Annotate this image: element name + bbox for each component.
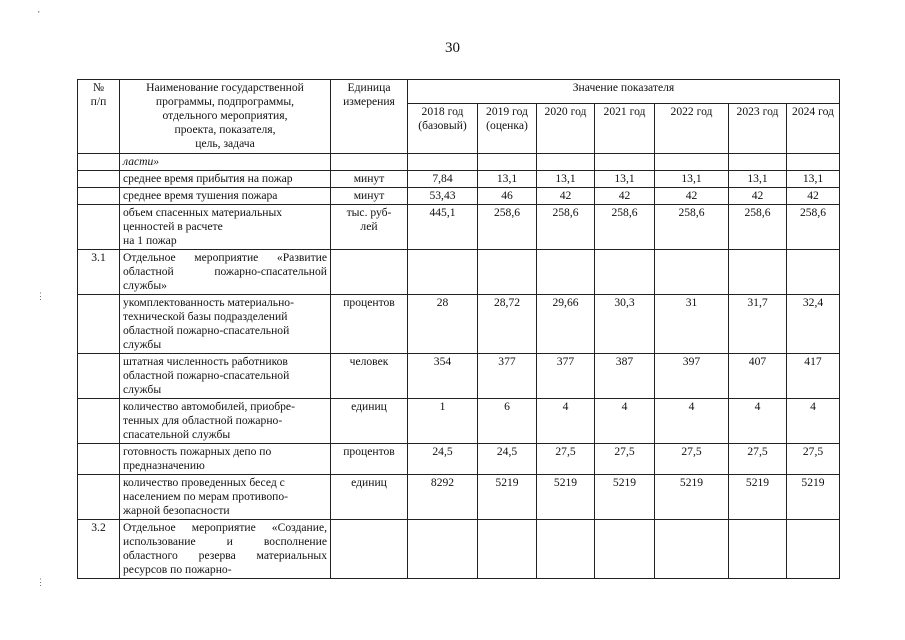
value-2024: 42 xyxy=(787,188,840,205)
table-row xyxy=(78,171,840,188)
value-2019: 28,72 xyxy=(478,295,537,354)
row-unit: минут xyxy=(331,171,408,188)
value-2024: 4 xyxy=(787,399,840,444)
value-2021: 258,6 xyxy=(595,205,655,250)
row-unit: тыс. руб- лей xyxy=(331,205,408,250)
value-2020: 377 xyxy=(537,354,595,399)
value-2019: 5219 xyxy=(478,475,537,520)
value-2023: 5219 xyxy=(729,475,787,520)
value-2024: 32,4 xyxy=(787,295,840,354)
header-values-group: Значение показателя xyxy=(408,80,840,104)
indicator-table xyxy=(77,79,840,579)
value-2019: 258,6 xyxy=(478,205,537,250)
row-name: готовность пожарных депо по предназначению xyxy=(120,444,331,475)
header-unit: Единица измерения xyxy=(331,80,408,154)
value-2023: 31,7 xyxy=(729,295,787,354)
value-2019 xyxy=(478,250,537,295)
row-unit: человек xyxy=(331,354,408,399)
scan-mark: ⋮ xyxy=(36,292,45,302)
value-2022: 397 xyxy=(655,354,729,399)
value-2021 xyxy=(595,520,655,579)
table-row xyxy=(78,475,840,520)
row-number xyxy=(78,154,120,171)
header-year-2021: 2021 год xyxy=(595,104,655,154)
row-number xyxy=(78,295,120,354)
table-row xyxy=(78,205,840,250)
row-number: 3.2 xyxy=(78,520,120,579)
value-2022 xyxy=(655,520,729,579)
header-name: Наименование государственной программы, подпрограммы, отдельного мероприятия, проекта, показателя, цель, задача xyxy=(120,80,331,154)
value-2022: 31 xyxy=(655,295,729,354)
value-2021: 13,1 xyxy=(595,171,655,188)
table-row xyxy=(78,520,840,579)
row-unit: процентов xyxy=(331,444,408,475)
row-name: среднее время тушения пожара xyxy=(120,188,331,205)
row-unit: единиц xyxy=(331,475,408,520)
scan-mark: ⋮ xyxy=(36,578,45,588)
value-2023: 27,5 xyxy=(729,444,787,475)
value-2020: 5219 xyxy=(537,475,595,520)
table-row xyxy=(78,295,840,354)
page-number: 30 xyxy=(445,40,460,56)
value-2022: 5219 xyxy=(655,475,729,520)
value-2018: 8292 xyxy=(408,475,478,520)
value-2023: 13,1 xyxy=(729,171,787,188)
row-name: Отдельное мероприятие «Создание, использование и восполнение областного резерва материальных ресурсов по пожарно- xyxy=(120,520,331,579)
value-2024: 13,1 xyxy=(787,171,840,188)
row-number xyxy=(78,475,120,520)
row-unit xyxy=(331,154,408,171)
table-row xyxy=(78,154,840,171)
table-row xyxy=(78,444,840,475)
header-year-2023: 2023 год xyxy=(729,104,787,154)
value-2020 xyxy=(537,154,595,171)
row-name: штатная численность работников областной пожарно-спасательной службы xyxy=(120,354,331,399)
value-2021 xyxy=(595,154,655,171)
value-2018: 1 xyxy=(408,399,478,444)
row-number xyxy=(78,205,120,250)
header-year-2022: 2022 год xyxy=(655,104,729,154)
value-2024: 27,5 xyxy=(787,444,840,475)
value-2023 xyxy=(729,520,787,579)
value-2024: 5219 xyxy=(787,475,840,520)
row-number xyxy=(78,399,120,444)
value-2024 xyxy=(787,154,840,171)
row-unit: минут xyxy=(331,188,408,205)
value-2018 xyxy=(408,154,478,171)
value-2023: 258,6 xyxy=(729,205,787,250)
value-2022: 13,1 xyxy=(655,171,729,188)
value-2018 xyxy=(408,520,478,579)
value-2022: 27,5 xyxy=(655,444,729,475)
value-2024 xyxy=(787,520,840,579)
value-2022 xyxy=(655,154,729,171)
table-row xyxy=(78,188,840,205)
value-2023 xyxy=(729,154,787,171)
value-2021: 27,5 xyxy=(595,444,655,475)
table-row xyxy=(78,399,840,444)
value-2018: 7,84 xyxy=(408,171,478,188)
value-2019: 377 xyxy=(478,354,537,399)
row-unit xyxy=(331,250,408,295)
value-2018: 24,5 xyxy=(408,444,478,475)
header-year-2019: 2019 год (оценка) xyxy=(478,104,537,154)
header-year-2024: 2024 год xyxy=(787,104,840,154)
header-year-2020: 2020 год xyxy=(537,104,595,154)
value-2021: 42 xyxy=(595,188,655,205)
row-unit: процентов xyxy=(331,295,408,354)
value-2020: 29,66 xyxy=(537,295,595,354)
header-num: № п/п xyxy=(78,80,120,154)
value-2020: 27,5 xyxy=(537,444,595,475)
row-name: объем спасенных материальных ценностей в расчете на 1 пожар xyxy=(120,205,331,250)
value-2018: 28 xyxy=(408,295,478,354)
value-2019: 13,1 xyxy=(478,171,537,188)
row-number: 3.1 xyxy=(78,250,120,295)
value-2021: 5219 xyxy=(595,475,655,520)
row-number xyxy=(78,354,120,399)
value-2020: 258,6 xyxy=(537,205,595,250)
value-2021: 387 xyxy=(595,354,655,399)
value-2021 xyxy=(595,250,655,295)
value-2020 xyxy=(537,250,595,295)
value-2023: 42 xyxy=(729,188,787,205)
header-year-2018: 2018 год (базовый) xyxy=(408,104,478,154)
value-2018 xyxy=(408,250,478,295)
value-2019 xyxy=(478,520,537,579)
row-unit xyxy=(331,520,408,579)
value-2023: 407 xyxy=(729,354,787,399)
row-name: укомплектованность материально- технической базы подразделений областной пожарно-спасательной службы xyxy=(120,295,331,354)
value-2020 xyxy=(537,520,595,579)
value-2019: 24,5 xyxy=(478,444,537,475)
value-2023 xyxy=(729,250,787,295)
value-2019: 46 xyxy=(478,188,537,205)
row-name: количество автомобилей, приобре- тенных для областной пожарно- спасательной службы xyxy=(120,399,331,444)
row-number xyxy=(78,444,120,475)
value-2018: 53,43 xyxy=(408,188,478,205)
value-2020: 4 xyxy=(537,399,595,444)
value-2019 xyxy=(478,154,537,171)
value-2018: 354 xyxy=(408,354,478,399)
row-name: ласти» xyxy=(120,154,331,171)
table-row xyxy=(78,250,840,295)
table-row xyxy=(78,354,840,399)
row-number xyxy=(78,171,120,188)
value-2024 xyxy=(787,250,840,295)
row-unit: единиц xyxy=(331,399,408,444)
value-2019: 6 xyxy=(478,399,537,444)
value-2022: 42 xyxy=(655,188,729,205)
value-2022 xyxy=(655,250,729,295)
row-name: Отдельное мероприятие «Развитие областной пожарно-спасательной службы» xyxy=(120,250,331,295)
value-2024: 258,6 xyxy=(787,205,840,250)
row-number xyxy=(78,188,120,205)
scan-mark: · xyxy=(36,8,42,18)
row-name: количество проведенных бесед с населением по мерам противопо- жарной безопасности xyxy=(120,475,331,520)
value-2023: 4 xyxy=(729,399,787,444)
value-2020: 42 xyxy=(537,188,595,205)
value-2024: 417 xyxy=(787,354,840,399)
value-2018: 445,1 xyxy=(408,205,478,250)
value-2021: 4 xyxy=(595,399,655,444)
value-2022: 4 xyxy=(655,399,729,444)
value-2022: 258,6 xyxy=(655,205,729,250)
row-name: среднее время прибытия на пожар xyxy=(120,171,331,188)
value-2021: 30,3 xyxy=(595,295,655,354)
value-2020: 13,1 xyxy=(537,171,595,188)
